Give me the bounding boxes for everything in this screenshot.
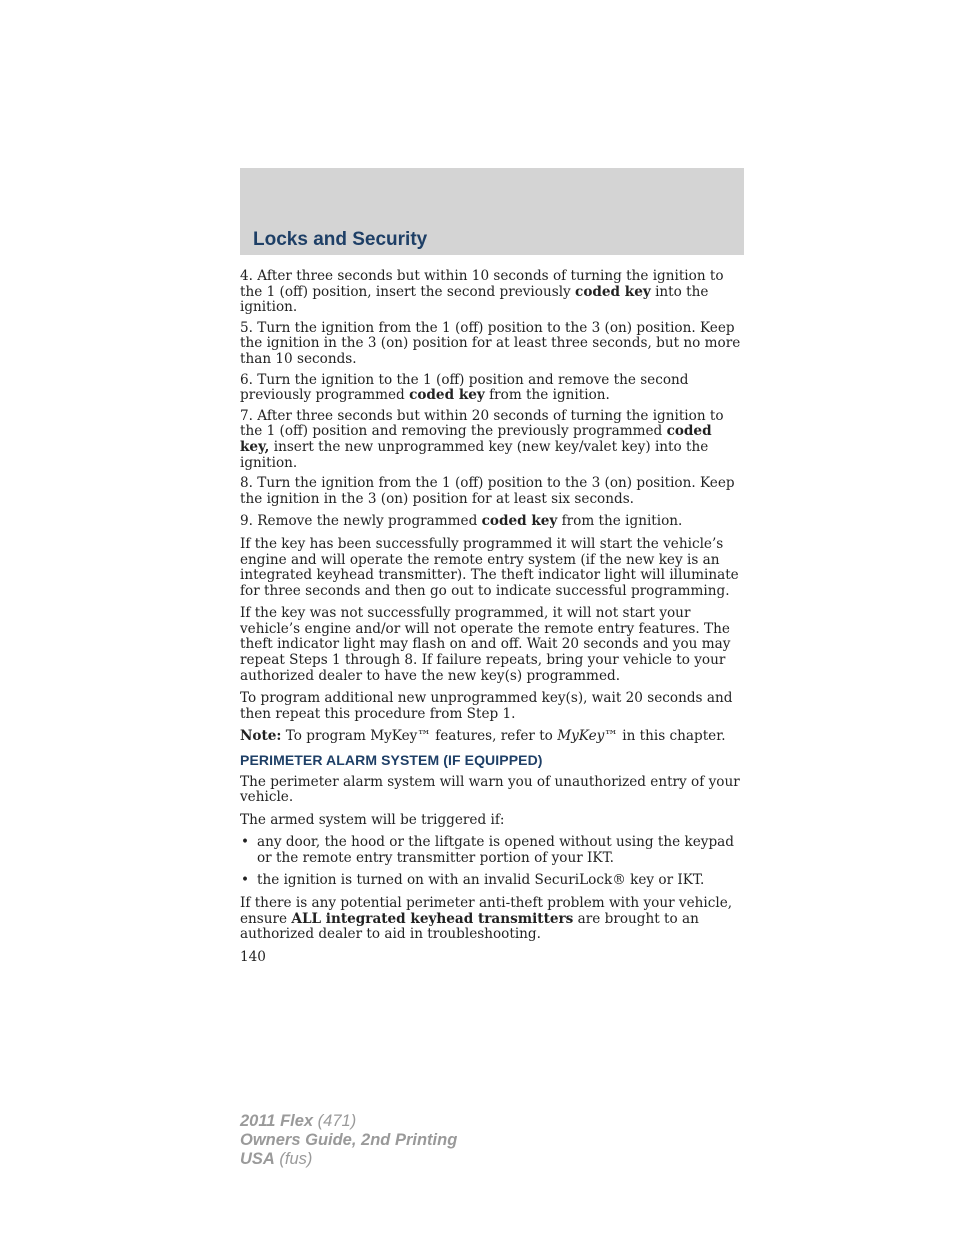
chapter-title: Locks and Security	[253, 229, 428, 250]
footer-model: 2011 Flex	[240, 1112, 314, 1130]
success-paragraph: If the key has been successfully programmed it will start the vehicle’s engine and will operate the remote entry system (if the new key is an integrated keyhead transmitter). The theft indicator light will illuminate for three seconds and then go out to indicate successful programming.	[240, 535, 739, 599]
step-9	[240, 514, 744, 530]
note-text: To program MyKey™ features, refer to	[281, 728, 558, 745]
step-4	[240, 269, 744, 316]
chapter-header-band	[240, 168, 744, 255]
footer-region-code: (fus)	[274, 1150, 313, 1168]
step-6-bold: coded key	[409, 387, 485, 404]
note-paragraph	[240, 729, 744, 745]
step-6	[240, 373, 744, 404]
page-number: 140	[240, 948, 266, 965]
step-4-bold: coded key	[575, 283, 651, 300]
bullet-item-1	[240, 835, 744, 866]
footer-guide: Owners Guide, 2nd Printing	[240, 1131, 458, 1149]
step-9-bold: coded key	[481, 513, 558, 530]
section-heading: PERIMETER ALARM SYSTEM (IF EQUIPPED)	[240, 752, 543, 769]
bullet-item-2	[240, 873, 744, 889]
closing-text-end: are brought to an authorized dealer to aid in troubleshooting.	[240, 910, 699, 943]
step-6-text: 6. Turn the ignition to the 1 (off) position and remove the second previously programmed	[240, 371, 689, 404]
step-8	[240, 476, 744, 507]
step-4-text: 4. After three seconds but within 10 seconds of turning the ignition to the 1 (off) position, insert the second previously	[240, 268, 724, 300]
bullet-text-2: the ignition is turned on with an invalid SecuriLock® key or IKT.	[257, 871, 705, 888]
step-5	[240, 321, 744, 368]
bullet-text-1: any door, the hood or the liftgate is opened without using the keypad or the remote entry transmitter portion of your IKT.	[257, 834, 734, 866]
footer-model-code: (471)	[313, 1112, 357, 1130]
triggered-intro: The armed system will be triggered if:	[240, 811, 505, 828]
footer-line-3	[240, 1150, 457, 1169]
bullet-icon: •	[241, 834, 250, 851]
step-5-text: 5. Turn the ignition from the 1 (off) position to the 3 (on) position. Keep the ignition in the 3 (on) position for at least three seconds, but no more than 10 seconds.	[240, 319, 741, 367]
step-4-text-end: into the ignition.	[240, 283, 709, 316]
closing-text: If there is any potential perimeter anti-theft problem with your vehicle, ensure	[240, 895, 733, 927]
step-7-bold: coded key,	[240, 423, 712, 455]
additional-keys-paragraph: To program additional new unprogrammed key(s), wait 20 seconds and then repeat this procedure from Step 1.	[240, 690, 733, 722]
page-content	[240, 269, 744, 966]
closing-paragraph	[240, 896, 744, 943]
step-7	[240, 409, 744, 471]
bullet-icon: •	[241, 871, 250, 888]
failure-paragraph: If the key was not successfully programmed, it will not start your vehicle’s engine and/or will not operate the remote entry features. The theft indicator light may flash on and off. Wait 20 seconds and you may repeat Steps 1 through 8. If failure repeats, bring your vehicle to your authorized dealer to have the new key(s) programmed.	[240, 605, 731, 684]
footer	[240, 1112, 457, 1169]
footer-line-2	[240, 1131, 457, 1150]
mykey-reference: MyKey™	[557, 728, 618, 745]
step-7-text-end: insert the new unprogrammed key (new key/valet key) into the ignition.	[240, 438, 709, 471]
alarm-intro: The perimeter alarm system will warn you of unauthorized entry of your vehicle.	[240, 773, 740, 806]
step-7-text: 7. After three seconds but within 20 seconds of turning the ignition to the 1 (off) position and removing the previously programmed	[240, 407, 724, 440]
closing-bold: ALL integrated keyhead transmitters	[291, 910, 574, 927]
step-9-text: 9. Remove the newly programmed	[240, 513, 482, 530]
footer-region: USA	[240, 1150, 275, 1168]
step-8-text: 8. Turn the ignition from the 1 (off) position to the 3 (on) position. Keep the ignition in the 3 (on) position for at least six seconds.	[240, 475, 735, 507]
step-6-text-end: from the ignition.	[484, 387, 610, 404]
step-9-text-end: from the ignition.	[557, 513, 683, 530]
footer-line-1	[240, 1112, 457, 1131]
note-label: Note:	[240, 728, 282, 745]
note-text-end: in this chapter.	[617, 728, 726, 745]
